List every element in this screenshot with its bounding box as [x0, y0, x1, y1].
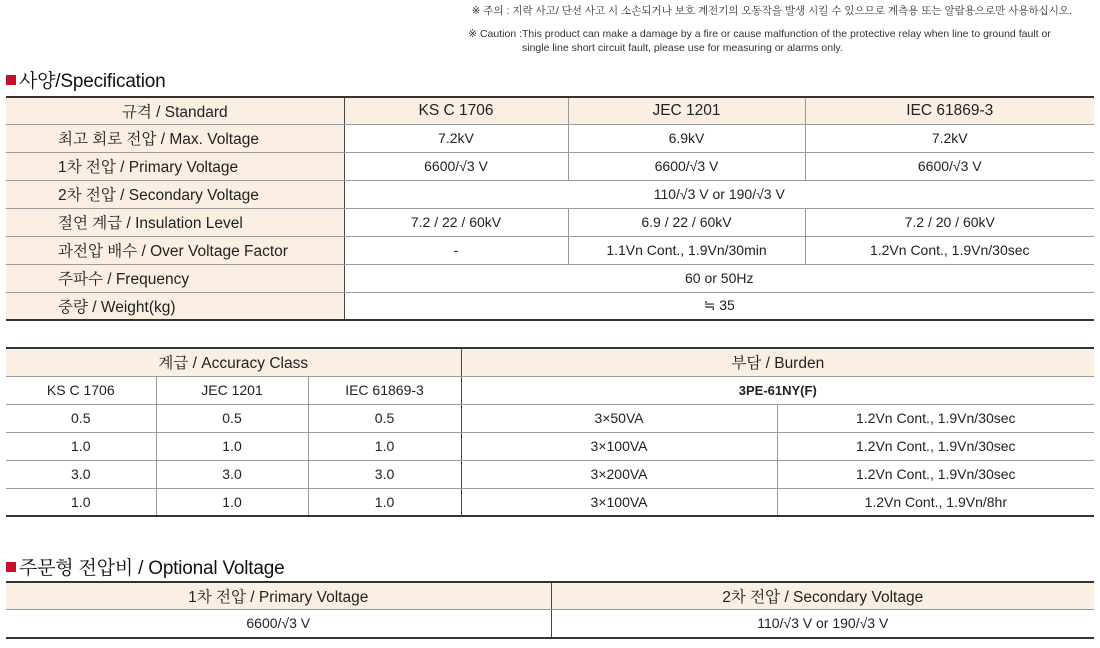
table-cell: 6600/√3 V [568, 152, 805, 180]
row-label: 최고 회로 전압 / Max. Voltage [6, 124, 344, 152]
optional-header-secondary: 2차 전압 / Secondary Voltage [551, 582, 1094, 609]
table-cell: 1.0 [308, 488, 461, 516]
spec-title-text: 사양/Specification [19, 71, 166, 92]
table-cell: 6.9kV [568, 124, 805, 152]
table-cell: 1.2Vn Cont., 1.9Vn/8hr [777, 488, 1094, 516]
table-cell: 7.2kV [344, 124, 568, 152]
table-cell: 3×100VA [461, 488, 777, 516]
table-cell: 1.0 [6, 432, 156, 460]
table-cell: 1.2Vn Cont., 1.9Vn/30sec [777, 460, 1094, 488]
table-cell: 1.2Vn Cont., 1.9Vn/30sec [777, 404, 1094, 432]
sub-header-ks: KS C 1706 [6, 376, 156, 404]
optional-primary-value: 6600/√3 V [6, 609, 551, 638]
table-row [6, 152, 1094, 180]
model-name: 3PE-61NY(F) [461, 376, 1094, 404]
table-row [6, 208, 1094, 236]
optional-secondary-value: 110/√3 V or 190/√3 V [551, 609, 1094, 638]
table-cell: 1.2Vn Cont., 1.9Vn/30sec [777, 432, 1094, 460]
table-cell: 7.2kV [805, 124, 1094, 152]
caution-mark: ※ Caution : [468, 28, 522, 40]
row-label: 2차 전압 / Secondary Voltage [6, 180, 344, 208]
table-row [6, 236, 1094, 264]
optional-voltage-table [6, 581, 1094, 639]
optional-section-title [6, 553, 284, 580]
optional-header-row [6, 582, 1094, 609]
accuracy-class-header: 계급 / Accuracy Class [6, 348, 461, 376]
sub-header-iec: IEC 61869-3 [308, 376, 461, 404]
accuracy-table [6, 347, 1094, 517]
table-cell: 0.5 [6, 404, 156, 432]
table-cell: 3×200VA [461, 460, 777, 488]
spec-header-jec: JEC 1201 [568, 97, 805, 124]
caution-korean: ※ 주의 : 지락 사고/ 단선 사고 시 소손되거나 보호 계전기의 오동작을 발생 시킬 수 있으므로 계측용 또는 알람용으로만 사용하십시오. [471, 5, 1072, 17]
table-cell: 1.0 [308, 432, 461, 460]
table-cell: 0.5 [156, 404, 308, 432]
table-cell: 7.2 / 20 / 60kV [805, 208, 1094, 236]
spec-table [6, 96, 1094, 321]
table-cell: 6600/√3 V [344, 152, 568, 180]
table-row [6, 460, 1094, 488]
table-row [6, 180, 1094, 208]
table-cell: 6.9 / 22 / 60kV [568, 208, 805, 236]
table-cell: 6600/√3 V [805, 152, 1094, 180]
row-label: 절연 계급 / Insulation Level [6, 208, 344, 236]
burden-header: 부담 / Burden [461, 348, 1094, 376]
table-cell-merged: 110/√3 V or 190/√3 V [344, 180, 1094, 208]
table-row [6, 609, 1094, 638]
table-cell: 3×100VA [461, 432, 777, 460]
spec-header-standard: 규격 / Standard [6, 97, 344, 124]
table-cell: 3.0 [308, 460, 461, 488]
spec-header-iec: IEC 61869-3 [805, 97, 1094, 124]
sub-header-jec: JEC 1201 [156, 376, 308, 404]
table-cell: 3.0 [156, 460, 308, 488]
section-bullet-icon [6, 562, 16, 572]
accuracy-subheader-row [6, 376, 1094, 404]
accuracy-header-row [6, 348, 1094, 376]
table-row [6, 124, 1094, 152]
table-cell: 1.0 [6, 488, 156, 516]
spec-header-ks: KS C 1706 [344, 97, 568, 124]
row-label: 과전압 배수 / Over Voltage Factor [6, 236, 344, 264]
table-cell: 1.1Vn Cont., 1.9Vn/30min [568, 236, 805, 264]
table-cell-merged: ≒ 35 [344, 292, 1094, 320]
caution-notice [468, 4, 1072, 55]
table-cell: 0.5 [308, 404, 461, 432]
table-row [6, 432, 1094, 460]
spec-section-title [6, 66, 166, 93]
row-label: 1차 전압 / Primary Voltage [6, 152, 344, 180]
row-label: 중량 / Weight(kg) [6, 292, 344, 320]
table-row [6, 264, 1094, 292]
table-row [6, 488, 1094, 516]
table-row [6, 404, 1094, 432]
table-cell: 3×50VA [461, 404, 777, 432]
table-cell: - [344, 236, 568, 264]
table-row [6, 292, 1094, 320]
caution-english [468, 27, 1072, 55]
table-cell: 1.0 [156, 488, 308, 516]
table-cell: 1.2Vn Cont., 1.9Vn/30sec [805, 236, 1094, 264]
table-cell: 1.0 [156, 432, 308, 460]
spec-header-row [6, 97, 1094, 124]
table-cell: 3.0 [6, 460, 156, 488]
optional-title-text: 주문형 전압비 / Optional Voltage [19, 558, 285, 579]
row-label: 주파수 / Frequency [6, 264, 344, 292]
table-cell-merged: 60 or 50Hz [344, 264, 1094, 292]
optional-header-primary: 1차 전압 / Primary Voltage [6, 582, 551, 609]
section-bullet-icon [6, 75, 16, 85]
caution-english-text: This product can make a damage by a fire or cause malfunction of the protective relay when line to ground fault or single line short circuit fault, please use for measuring or alarms only. [522, 28, 1051, 54]
table-cell: 7.2 / 22 / 60kV [344, 208, 568, 236]
